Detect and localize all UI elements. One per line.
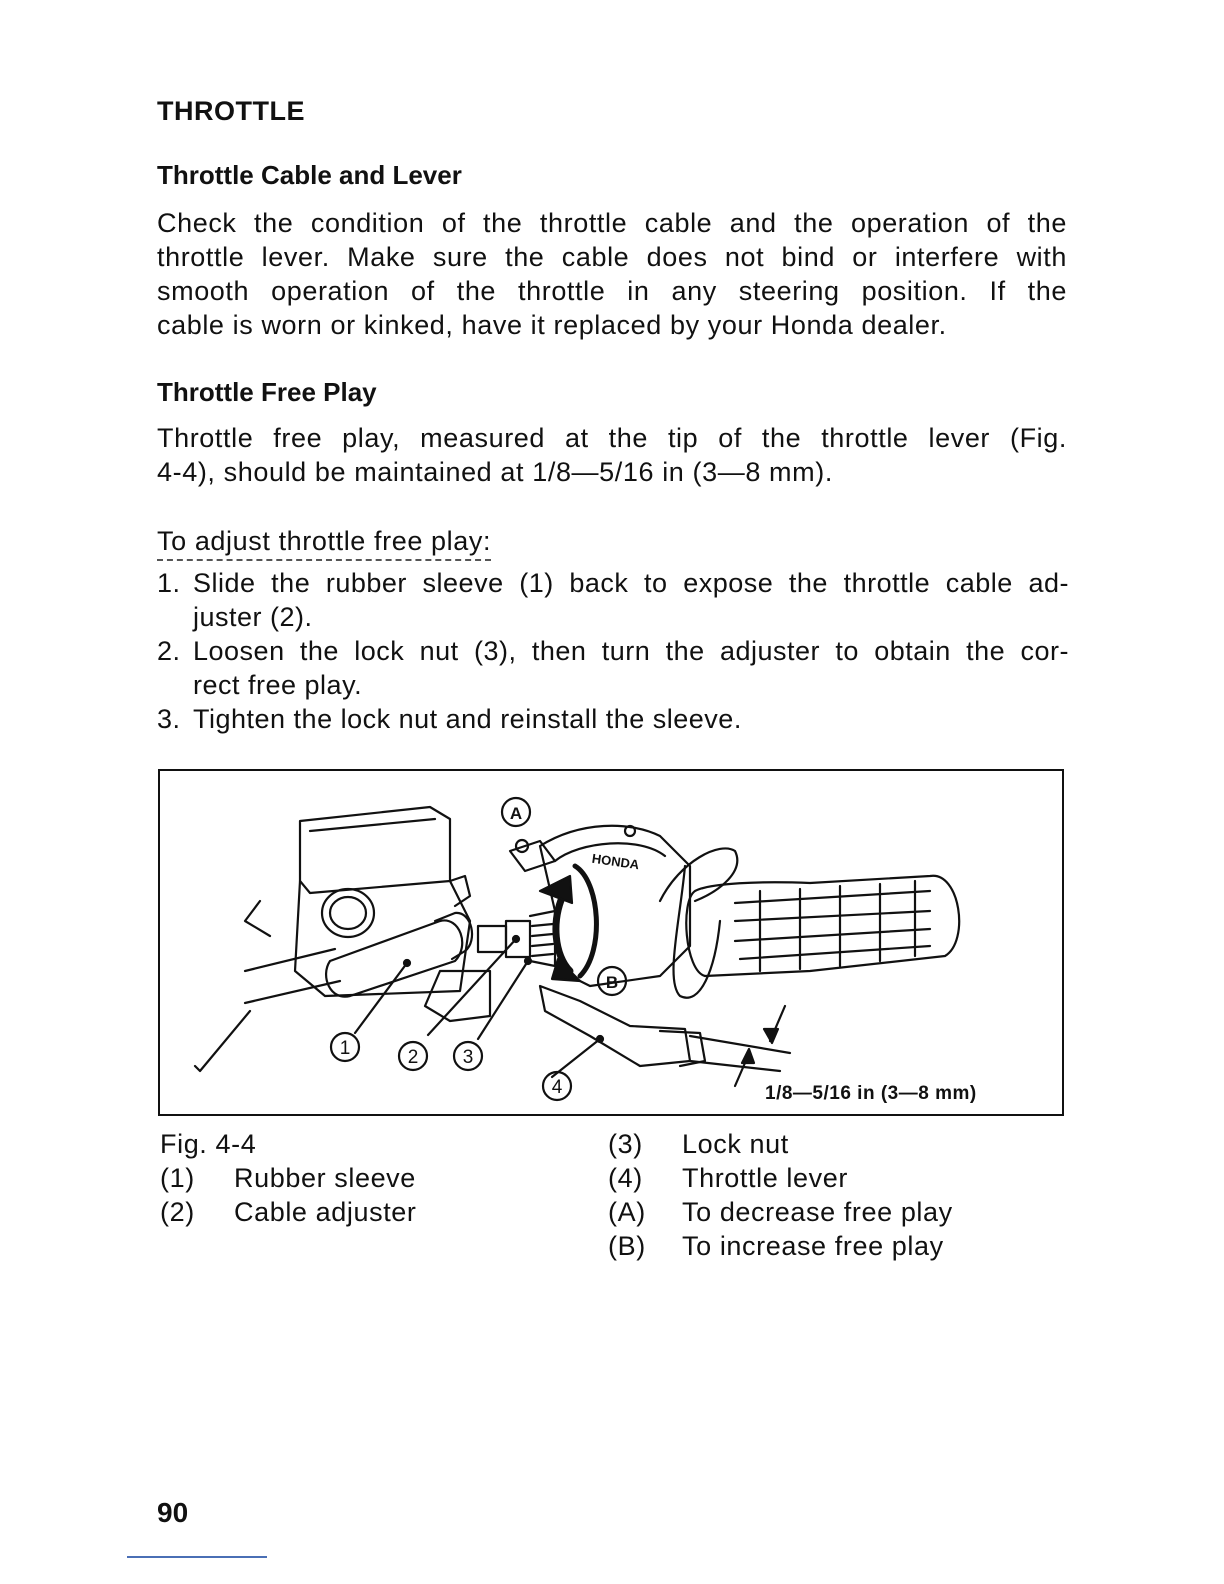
figure-4-4 — [158, 769, 1064, 1116]
cable-line: Check the condition of the throttle cable and the operation of the — [157, 208, 1067, 238]
step-line: Tighten the lock nut and reinstall the sleeve. — [193, 704, 742, 734]
grip-ribs — [760, 881, 915, 971]
sight-glass-inner — [330, 897, 366, 929]
measure-arrowhead — [764, 1029, 778, 1043]
handlebar-line — [195, 1011, 250, 1071]
cable-heading: Throttle Cable and Lever — [157, 160, 462, 190]
step-line: Slide the rubber sleeve (1) back to expose the throttle cable ad- — [193, 568, 1069, 598]
freeplay-line: Throttle free play, measured at the tip of the throttle lever (Fig. — [157, 423, 1067, 453]
cable-line: smooth operation of the throttle in any steering position. If the — [157, 276, 1067, 306]
measure-arrowhead — [742, 1049, 754, 1063]
rotation-arrow-a — [575, 866, 596, 976]
caption-item — [160, 1195, 417, 1229]
honda-logo: HONDA — [590, 850, 641, 873]
rubber-sleeve — [326, 920, 462, 996]
leader-dot — [513, 936, 519, 942]
caption-code: (4) — [608, 1163, 643, 1193]
freeplay-heading: Throttle Free Play — [157, 377, 377, 407]
caption-code: (3) — [608, 1129, 643, 1159]
caption-item — [608, 1161, 848, 1195]
cable-line: throttle lever. Make sure the cable does not bind or interfere with — [157, 242, 1067, 272]
freeplay-line: 4-4), should be maintained at 1/8—5/16 in (3—8 mm). — [157, 457, 833, 487]
grip-ribs — [735, 891, 930, 959]
caption-label: Lock nut — [682, 1129, 789, 1159]
step-number: 1. — [157, 568, 181, 598]
step-number: 3. — [157, 704, 181, 734]
callout-1 — [331, 1033, 359, 1061]
caption-item — [608, 1127, 789, 1161]
section-title: THROTTLE — [157, 96, 305, 126]
master-cylinder-lid — [310, 819, 435, 831]
caption-label: To increase free play — [682, 1231, 944, 1261]
adjust-steps — [157, 566, 1069, 736]
caption-item — [608, 1229, 944, 1263]
step-line: Loosen the lock nut (3), then turn the adjuster to obtain the cor- — [193, 636, 1069, 666]
handlebar-line — [245, 949, 335, 971]
free-play-measurement: 1/8—5/16 in (3—8 mm) — [765, 1083, 977, 1104]
step-number: 2. — [157, 636, 181, 666]
caption-code: (A) — [608, 1197, 646, 1227]
handlebar-line — [245, 901, 270, 936]
caption-code: (2) — [160, 1197, 195, 1227]
step-item — [157, 702, 1069, 736]
caption-label: To decrease free play — [682, 1197, 953, 1227]
step-item — [157, 566, 1069, 634]
leader-dot — [597, 1036, 603, 1042]
arrowhead-a — [540, 876, 572, 903]
lock-nut-shape — [478, 926, 506, 952]
fig-label: Fig. 4-4 — [160, 1129, 257, 1159]
callout-1-label: 1 — [339, 1038, 351, 1059]
leader-line-1 — [355, 963, 407, 1033]
leader-line-2 — [428, 939, 516, 1035]
callout-3 — [454, 1042, 482, 1070]
caption-code: (B) — [608, 1231, 646, 1261]
step-item — [157, 634, 1069, 702]
handlebar-line — [245, 981, 340, 1003]
step-line: rect free play. — [193, 670, 363, 700]
page-number: 90 — [157, 1497, 189, 1528]
callout-a-label: A — [509, 804, 523, 823]
caption-label: Rubber sleeve — [234, 1163, 416, 1193]
caption-code: (1) — [160, 1163, 195, 1193]
adjuster-knurl — [532, 924, 553, 956]
leader-dot — [525, 958, 531, 964]
callout-b-label: B — [605, 973, 619, 992]
callout-4 — [543, 1072, 571, 1100]
leader-dot — [404, 960, 410, 966]
master-cylinder-body — [295, 881, 470, 996]
footer-rule — [127, 1556, 267, 1558]
callout-a — [502, 798, 530, 826]
callout-3-label: 3 — [462, 1047, 474, 1068]
measure-line — [690, 1061, 780, 1071]
caption-label: Throttle lever — [682, 1163, 848, 1193]
step-line: juster (2). — [193, 602, 313, 632]
throttle-illustration — [160, 771, 1066, 1118]
caption-item — [160, 1161, 416, 1195]
caption-item — [608, 1195, 953, 1229]
callout-4-label: 4 — [551, 1077, 563, 1098]
throttle-lever-shape — [540, 986, 690, 1066]
cable-line: cable is worn or kinked, have it replaced by your Honda dealer. — [157, 310, 947, 340]
callout-2 — [399, 1042, 427, 1070]
caption-label: Cable adjuster — [234, 1197, 417, 1227]
freeplay-paragraph — [157, 421, 1067, 489]
adjuster-body — [530, 911, 555, 966]
callout-2-label: 2 — [407, 1047, 419, 1068]
bracket — [450, 876, 470, 906]
adjust-title: To adjust throttle free play: — [157, 526, 491, 561]
cable-paragraph — [157, 206, 1067, 342]
guard — [660, 848, 737, 901]
